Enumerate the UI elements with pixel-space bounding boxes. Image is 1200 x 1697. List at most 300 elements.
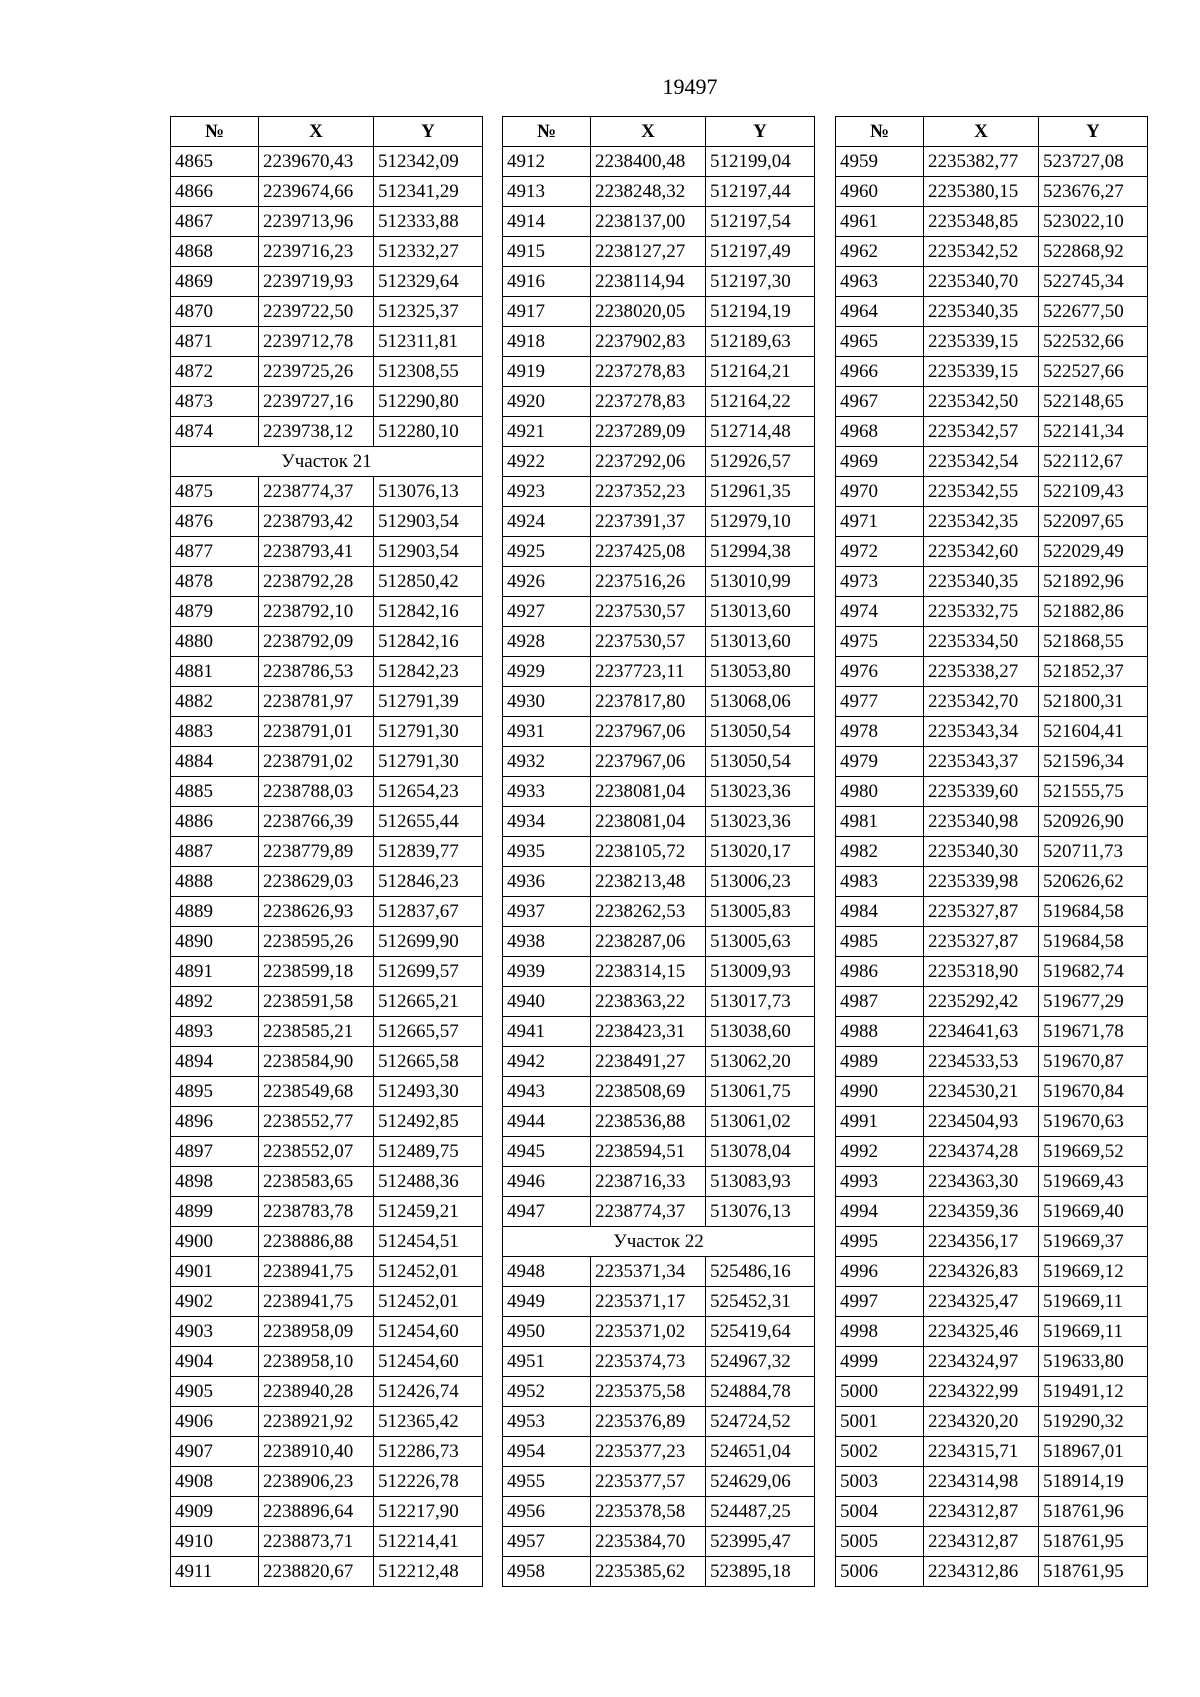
point-number-cell: 4868 (171, 237, 259, 267)
table-row (171, 1197, 483, 1227)
point-number-cell: 4866 (171, 177, 259, 207)
table-row (171, 1257, 483, 1287)
table-row (503, 747, 815, 777)
table-row (171, 987, 483, 1017)
point-number-cell: 4913 (503, 177, 591, 207)
y-coordinate-cell: 512842,16 (374, 597, 483, 627)
point-number-cell: 5001 (836, 1407, 924, 1437)
header-x: X (591, 117, 706, 147)
table-row (836, 507, 1148, 537)
point-number-cell: 5006 (836, 1557, 924, 1587)
x-coordinate-cell: 2235378,58 (591, 1497, 706, 1527)
y-coordinate-cell: 512290,80 (374, 387, 483, 417)
y-coordinate-cell: 523022,10 (1039, 207, 1148, 237)
table-row (503, 1347, 815, 1377)
table-row (836, 1197, 1148, 1227)
point-number-cell: 4878 (171, 567, 259, 597)
table-row (836, 417, 1148, 447)
y-coordinate-cell: 519670,84 (1039, 1077, 1148, 1107)
x-coordinate-cell: 2235339,15 (924, 357, 1039, 387)
table-row (171, 477, 483, 507)
point-number-cell: 4882 (171, 687, 259, 717)
x-coordinate-cell: 2234312,87 (924, 1527, 1039, 1557)
x-coordinate-cell: 2238820,67 (259, 1557, 374, 1587)
point-number-cell: 4978 (836, 717, 924, 747)
table-row (836, 1467, 1148, 1497)
point-number-cell: 4971 (836, 507, 924, 537)
y-coordinate-cell: 522532,66 (1039, 327, 1148, 357)
table-row (836, 717, 1148, 747)
y-coordinate-cell: 512903,54 (374, 507, 483, 537)
table-row (503, 837, 815, 867)
x-coordinate-cell: 2235343,34 (924, 717, 1039, 747)
x-coordinate-cell: 2234315,71 (924, 1437, 1039, 1467)
point-number-cell: 4976 (836, 657, 924, 687)
point-number-cell: 4948 (503, 1257, 591, 1287)
point-number-cell: 4936 (503, 867, 591, 897)
x-coordinate-cell: 2234533,53 (924, 1047, 1039, 1077)
x-coordinate-cell: 2238583,65 (259, 1167, 374, 1197)
point-number-cell: 4981 (836, 807, 924, 837)
table-row (171, 837, 483, 867)
table-row (503, 987, 815, 1017)
y-coordinate-cell: 513050,54 (706, 747, 815, 777)
table-row (836, 1347, 1148, 1377)
y-coordinate-cell: 512189,63 (706, 327, 815, 357)
point-number-cell: 4929 (503, 657, 591, 687)
y-coordinate-cell: 519290,32 (1039, 1407, 1148, 1437)
x-coordinate-cell: 2239674,66 (259, 177, 374, 207)
table-row (171, 1227, 483, 1257)
point-number-cell: 4877 (171, 537, 259, 567)
point-number-cell: 4897 (171, 1137, 259, 1167)
y-coordinate-cell: 513006,23 (706, 867, 815, 897)
table-row (503, 1317, 815, 1347)
y-coordinate-cell: 512217,90 (374, 1497, 483, 1527)
y-coordinate-cell: 512286,73 (374, 1437, 483, 1467)
x-coordinate-cell: 2238491,27 (591, 1047, 706, 1077)
x-coordinate-cell: 2235375,58 (591, 1377, 706, 1407)
table-row (503, 1167, 815, 1197)
point-number-cell: 4963 (836, 267, 924, 297)
x-coordinate-cell: 2235340,98 (924, 807, 1039, 837)
table-row (836, 267, 1148, 297)
y-coordinate-cell: 513023,36 (706, 807, 815, 837)
y-coordinate-cell: 524967,32 (706, 1347, 815, 1377)
y-coordinate-cell: 519670,87 (1039, 1047, 1148, 1077)
header-number: № (171, 117, 259, 147)
table-row (836, 537, 1148, 567)
x-coordinate-cell: 2235292,42 (924, 987, 1039, 1017)
table-row (836, 327, 1148, 357)
x-coordinate-cell: 2238400,48 (591, 147, 706, 177)
y-coordinate-cell: 519670,63 (1039, 1107, 1148, 1137)
point-number-cell: 4892 (171, 987, 259, 1017)
point-number-cell: 4972 (836, 537, 924, 567)
table-row (171, 1317, 483, 1347)
point-number-cell: 4986 (836, 957, 924, 987)
y-coordinate-cell: 512699,57 (374, 957, 483, 987)
x-coordinate-cell: 2235342,55 (924, 477, 1039, 507)
x-coordinate-cell: 2238585,21 (259, 1017, 374, 1047)
x-coordinate-cell: 2238793,42 (259, 507, 374, 537)
x-coordinate-cell: 2234325,46 (924, 1317, 1039, 1347)
y-coordinate-cell: 513005,83 (706, 897, 815, 927)
x-coordinate-cell: 2234312,86 (924, 1557, 1039, 1587)
table-row (503, 717, 815, 747)
x-coordinate-cell: 2237391,37 (591, 507, 706, 537)
y-coordinate-cell: 522029,49 (1039, 537, 1148, 567)
x-coordinate-cell: 2238114,94 (591, 267, 706, 297)
table-row (503, 1077, 815, 1107)
point-number-cell: 4959 (836, 147, 924, 177)
y-coordinate-cell: 512212,48 (374, 1557, 483, 1587)
point-number-cell: 4915 (503, 237, 591, 267)
y-coordinate-cell: 518967,01 (1039, 1437, 1148, 1467)
y-coordinate-cell: 512365,42 (374, 1407, 483, 1437)
point-number-cell: 4921 (503, 417, 591, 447)
x-coordinate-cell: 2235318,90 (924, 957, 1039, 987)
y-coordinate-cell: 512839,77 (374, 837, 483, 867)
header-y: Y (374, 117, 483, 147)
point-number-cell: 4888 (171, 867, 259, 897)
x-coordinate-cell: 2238213,48 (591, 867, 706, 897)
table-row (171, 687, 483, 717)
point-number-cell: 4983 (836, 867, 924, 897)
y-coordinate-cell: 513053,80 (706, 657, 815, 687)
y-coordinate-cell: 523995,47 (706, 1527, 815, 1557)
x-coordinate-cell: 2237817,80 (591, 687, 706, 717)
table-row (836, 477, 1148, 507)
y-coordinate-cell: 512846,23 (374, 867, 483, 897)
point-number-cell: 5000 (836, 1377, 924, 1407)
x-coordinate-cell: 2234320,20 (924, 1407, 1039, 1437)
x-coordinate-cell: 2239727,16 (259, 387, 374, 417)
x-coordinate-cell: 2235339,15 (924, 327, 1039, 357)
y-coordinate-cell: 512452,01 (374, 1257, 483, 1287)
table-row (171, 237, 483, 267)
x-coordinate-cell: 2234326,83 (924, 1257, 1039, 1287)
point-number-cell: 4985 (836, 927, 924, 957)
x-coordinate-cell: 2238941,75 (259, 1257, 374, 1287)
x-coordinate-cell: 2238792,10 (259, 597, 374, 627)
table-row (503, 357, 815, 387)
table-row (836, 1227, 1148, 1257)
y-coordinate-cell: 522745,34 (1039, 267, 1148, 297)
table-row (503, 897, 815, 927)
point-number-cell: 4938 (503, 927, 591, 957)
y-coordinate-cell: 518761,95 (1039, 1557, 1148, 1587)
y-coordinate-cell: 512850,42 (374, 567, 483, 597)
y-coordinate-cell: 513020,17 (706, 837, 815, 867)
table-row (836, 1407, 1148, 1437)
table-row (836, 1287, 1148, 1317)
x-coordinate-cell: 2238779,89 (259, 837, 374, 867)
y-coordinate-cell: 523895,18 (706, 1557, 815, 1587)
point-number-cell: 4884 (171, 747, 259, 777)
x-coordinate-cell: 2234374,28 (924, 1137, 1039, 1167)
y-coordinate-cell: 512488,36 (374, 1167, 483, 1197)
y-coordinate-cell: 519682,74 (1039, 957, 1148, 987)
table-row (503, 1107, 815, 1137)
point-number-cell: 4953 (503, 1407, 591, 1437)
y-coordinate-cell: 513013,60 (706, 597, 815, 627)
y-coordinate-cell: 512426,74 (374, 1377, 483, 1407)
y-coordinate-cell: 519684,58 (1039, 897, 1148, 927)
y-coordinate-cell: 522097,65 (1039, 507, 1148, 537)
point-number-cell: 4891 (171, 957, 259, 987)
x-coordinate-cell: 2238783,78 (259, 1197, 374, 1227)
y-coordinate-cell: 519671,78 (1039, 1017, 1148, 1047)
x-coordinate-cell: 2237967,06 (591, 717, 706, 747)
point-number-cell: 4907 (171, 1437, 259, 1467)
y-coordinate-cell: 512489,75 (374, 1137, 483, 1167)
table-row (171, 597, 483, 627)
point-number-cell: 4912 (503, 147, 591, 177)
point-number-cell: 4969 (836, 447, 924, 477)
table-row (171, 1017, 483, 1047)
x-coordinate-cell: 2235339,60 (924, 777, 1039, 807)
y-coordinate-cell: 519633,80 (1039, 1347, 1148, 1377)
x-coordinate-cell: 2238958,10 (259, 1347, 374, 1377)
table-row (836, 627, 1148, 657)
point-number-cell: 4922 (503, 447, 591, 477)
y-coordinate-cell: 512493,30 (374, 1077, 483, 1107)
point-number-cell: 4977 (836, 687, 924, 717)
point-number-cell: 4992 (836, 1137, 924, 1167)
x-coordinate-cell: 2238792,28 (259, 567, 374, 597)
x-coordinate-cell: 2235340,35 (924, 567, 1039, 597)
y-coordinate-cell: 520926,90 (1039, 807, 1148, 837)
section-row (171, 447, 483, 477)
table-row (171, 747, 483, 777)
table-row (171, 567, 483, 597)
table-row (171, 1347, 483, 1377)
x-coordinate-cell: 2238629,03 (259, 867, 374, 897)
table-row (836, 1377, 1148, 1407)
point-number-cell: 4887 (171, 837, 259, 867)
table-row (836, 987, 1148, 1017)
y-coordinate-cell: 513005,63 (706, 927, 815, 957)
point-number-cell: 4979 (836, 747, 924, 777)
point-number-cell: 4961 (836, 207, 924, 237)
point-number-cell: 4980 (836, 777, 924, 807)
x-coordinate-cell: 2237278,83 (591, 357, 706, 387)
point-number-cell: 4931 (503, 717, 591, 747)
table-row (503, 1017, 815, 1047)
section-row (503, 1227, 815, 1257)
table-body (503, 147, 815, 1587)
y-coordinate-cell: 512791,30 (374, 717, 483, 747)
x-coordinate-cell: 2238248,32 (591, 177, 706, 207)
table-row (836, 837, 1148, 867)
coordinates-table-1 (170, 116, 483, 1587)
y-coordinate-cell: 512311,81 (374, 327, 483, 357)
x-coordinate-cell: 2238910,40 (259, 1437, 374, 1467)
table-row (503, 567, 815, 597)
point-number-cell: 4946 (503, 1167, 591, 1197)
page-number: 19497 (662, 74, 718, 99)
y-coordinate-cell: 512994,38 (706, 537, 815, 567)
y-coordinate-cell: 512665,58 (374, 1047, 483, 1077)
x-coordinate-cell: 2235374,73 (591, 1347, 706, 1377)
table-row (503, 477, 815, 507)
table-row (836, 147, 1148, 177)
table-row (503, 1437, 815, 1467)
section-title: Участок 22 (503, 1227, 815, 1257)
table-row (503, 1287, 815, 1317)
y-coordinate-cell: 522677,50 (1039, 297, 1148, 327)
y-coordinate-cell: 519669,40 (1039, 1197, 1148, 1227)
x-coordinate-cell: 2238363,22 (591, 987, 706, 1017)
point-number-cell: 4993 (836, 1167, 924, 1197)
y-coordinate-cell: 519669,37 (1039, 1227, 1148, 1257)
y-coordinate-cell: 512842,23 (374, 657, 483, 687)
x-coordinate-cell: 2237352,23 (591, 477, 706, 507)
point-number-cell: 4914 (503, 207, 591, 237)
point-number-cell: 4902 (171, 1287, 259, 1317)
point-number-cell: 4933 (503, 777, 591, 807)
header-y: Y (706, 117, 815, 147)
point-number-cell: 4917 (503, 297, 591, 327)
y-coordinate-cell: 525419,64 (706, 1317, 815, 1347)
x-coordinate-cell: 2239712,78 (259, 327, 374, 357)
y-coordinate-cell: 519669,12 (1039, 1257, 1148, 1287)
y-coordinate-cell: 512791,39 (374, 687, 483, 717)
x-coordinate-cell: 2239725,26 (259, 357, 374, 387)
y-coordinate-cell: 519684,58 (1039, 927, 1148, 957)
point-number-cell: 4886 (171, 807, 259, 837)
x-coordinate-cell: 2238626,93 (259, 897, 374, 927)
y-coordinate-cell: 512197,44 (706, 177, 815, 207)
point-number-cell: 4896 (171, 1107, 259, 1137)
point-number-cell: 4952 (503, 1377, 591, 1407)
header-number: № (503, 117, 591, 147)
point-number-cell: 4964 (836, 297, 924, 327)
y-coordinate-cell: 512791,30 (374, 747, 483, 777)
point-number-cell: 4926 (503, 567, 591, 597)
table-row (503, 807, 815, 837)
point-number-cell: 4956 (503, 1497, 591, 1527)
table-row (503, 1557, 815, 1587)
y-coordinate-cell: 512979,10 (706, 507, 815, 537)
x-coordinate-cell: 2239738,12 (259, 417, 374, 447)
x-coordinate-cell: 2235376,89 (591, 1407, 706, 1437)
point-number-cell: 4906 (171, 1407, 259, 1437)
point-number-cell: 4951 (503, 1347, 591, 1377)
y-coordinate-cell: 513010,99 (706, 567, 815, 597)
point-number-cell: 4973 (836, 567, 924, 597)
point-number-cell: 4962 (836, 237, 924, 267)
x-coordinate-cell: 2235342,35 (924, 507, 1039, 537)
table-row (171, 927, 483, 957)
point-number-cell: 4899 (171, 1197, 259, 1227)
y-coordinate-cell: 512837,67 (374, 897, 483, 927)
table-row (171, 1077, 483, 1107)
x-coordinate-cell: 2238788,03 (259, 777, 374, 807)
table-row (171, 897, 483, 927)
table-row (503, 267, 815, 297)
y-coordinate-cell: 519669,52 (1039, 1137, 1148, 1167)
x-coordinate-cell: 2237516,26 (591, 567, 706, 597)
x-coordinate-cell: 2235334,50 (924, 627, 1039, 657)
point-number-cell: 4904 (171, 1347, 259, 1377)
point-number-cell: 4966 (836, 357, 924, 387)
y-coordinate-cell: 518761,95 (1039, 1527, 1148, 1557)
x-coordinate-cell: 2235340,70 (924, 267, 1039, 297)
x-coordinate-cell: 2235371,34 (591, 1257, 706, 1287)
x-coordinate-cell: 2235382,77 (924, 147, 1039, 177)
y-coordinate-cell: 524487,25 (706, 1497, 815, 1527)
y-coordinate-cell: 512454,60 (374, 1347, 483, 1377)
x-coordinate-cell: 2238774,37 (259, 477, 374, 507)
x-coordinate-cell: 2238552,07 (259, 1137, 374, 1167)
point-number-cell: 4942 (503, 1047, 591, 1077)
x-coordinate-cell: 2238508,69 (591, 1077, 706, 1107)
table-row (503, 177, 815, 207)
coordinates-table-3 (835, 116, 1148, 1587)
x-coordinate-cell: 2235339,98 (924, 867, 1039, 897)
x-coordinate-cell: 2237902,83 (591, 327, 706, 357)
table-row (836, 1017, 1148, 1047)
y-coordinate-cell: 512197,30 (706, 267, 815, 297)
table-row (503, 207, 815, 237)
table-body (836, 147, 1148, 1587)
y-coordinate-cell: 512654,23 (374, 777, 483, 807)
x-coordinate-cell: 2234504,93 (924, 1107, 1039, 1137)
x-coordinate-cell: 2238921,92 (259, 1407, 374, 1437)
x-coordinate-cell: 2235377,23 (591, 1437, 706, 1467)
table-row (171, 537, 483, 567)
table-row (836, 687, 1148, 717)
x-coordinate-cell: 2238536,88 (591, 1107, 706, 1137)
point-number-cell: 4876 (171, 507, 259, 537)
x-coordinate-cell: 2238791,02 (259, 747, 374, 777)
point-number-cell: 4898 (171, 1167, 259, 1197)
table-row (836, 1527, 1148, 1557)
table-row (503, 447, 815, 477)
point-number-cell: 4958 (503, 1557, 591, 1587)
x-coordinate-cell: 2238941,75 (259, 1287, 374, 1317)
table-row (503, 687, 815, 717)
point-number-cell: 4925 (503, 537, 591, 567)
point-number-cell: 4894 (171, 1047, 259, 1077)
point-number-cell: 4889 (171, 897, 259, 927)
x-coordinate-cell: 2234530,21 (924, 1077, 1039, 1107)
y-coordinate-cell: 513061,02 (706, 1107, 815, 1137)
y-coordinate-cell: 512308,55 (374, 357, 483, 387)
point-number-cell: 4903 (171, 1317, 259, 1347)
y-coordinate-cell: 524629,06 (706, 1467, 815, 1497)
table-row (171, 1527, 483, 1557)
point-number-cell: 4900 (171, 1227, 259, 1257)
table-row (171, 867, 483, 897)
y-coordinate-cell: 523727,08 (1039, 147, 1148, 177)
y-coordinate-cell: 520626,62 (1039, 867, 1148, 897)
y-coordinate-cell: 512280,10 (374, 417, 483, 447)
x-coordinate-cell: 2238716,33 (591, 1167, 706, 1197)
y-coordinate-cell: 513013,60 (706, 627, 815, 657)
x-coordinate-cell: 2235342,70 (924, 687, 1039, 717)
table-row (171, 957, 483, 987)
x-coordinate-cell: 2238940,28 (259, 1377, 374, 1407)
point-number-cell: 4974 (836, 597, 924, 627)
table-row (503, 387, 815, 417)
x-coordinate-cell: 2238591,58 (259, 987, 374, 1017)
x-coordinate-cell: 2234356,17 (924, 1227, 1039, 1257)
y-coordinate-cell: 512714,48 (706, 417, 815, 447)
x-coordinate-cell: 2238287,06 (591, 927, 706, 957)
